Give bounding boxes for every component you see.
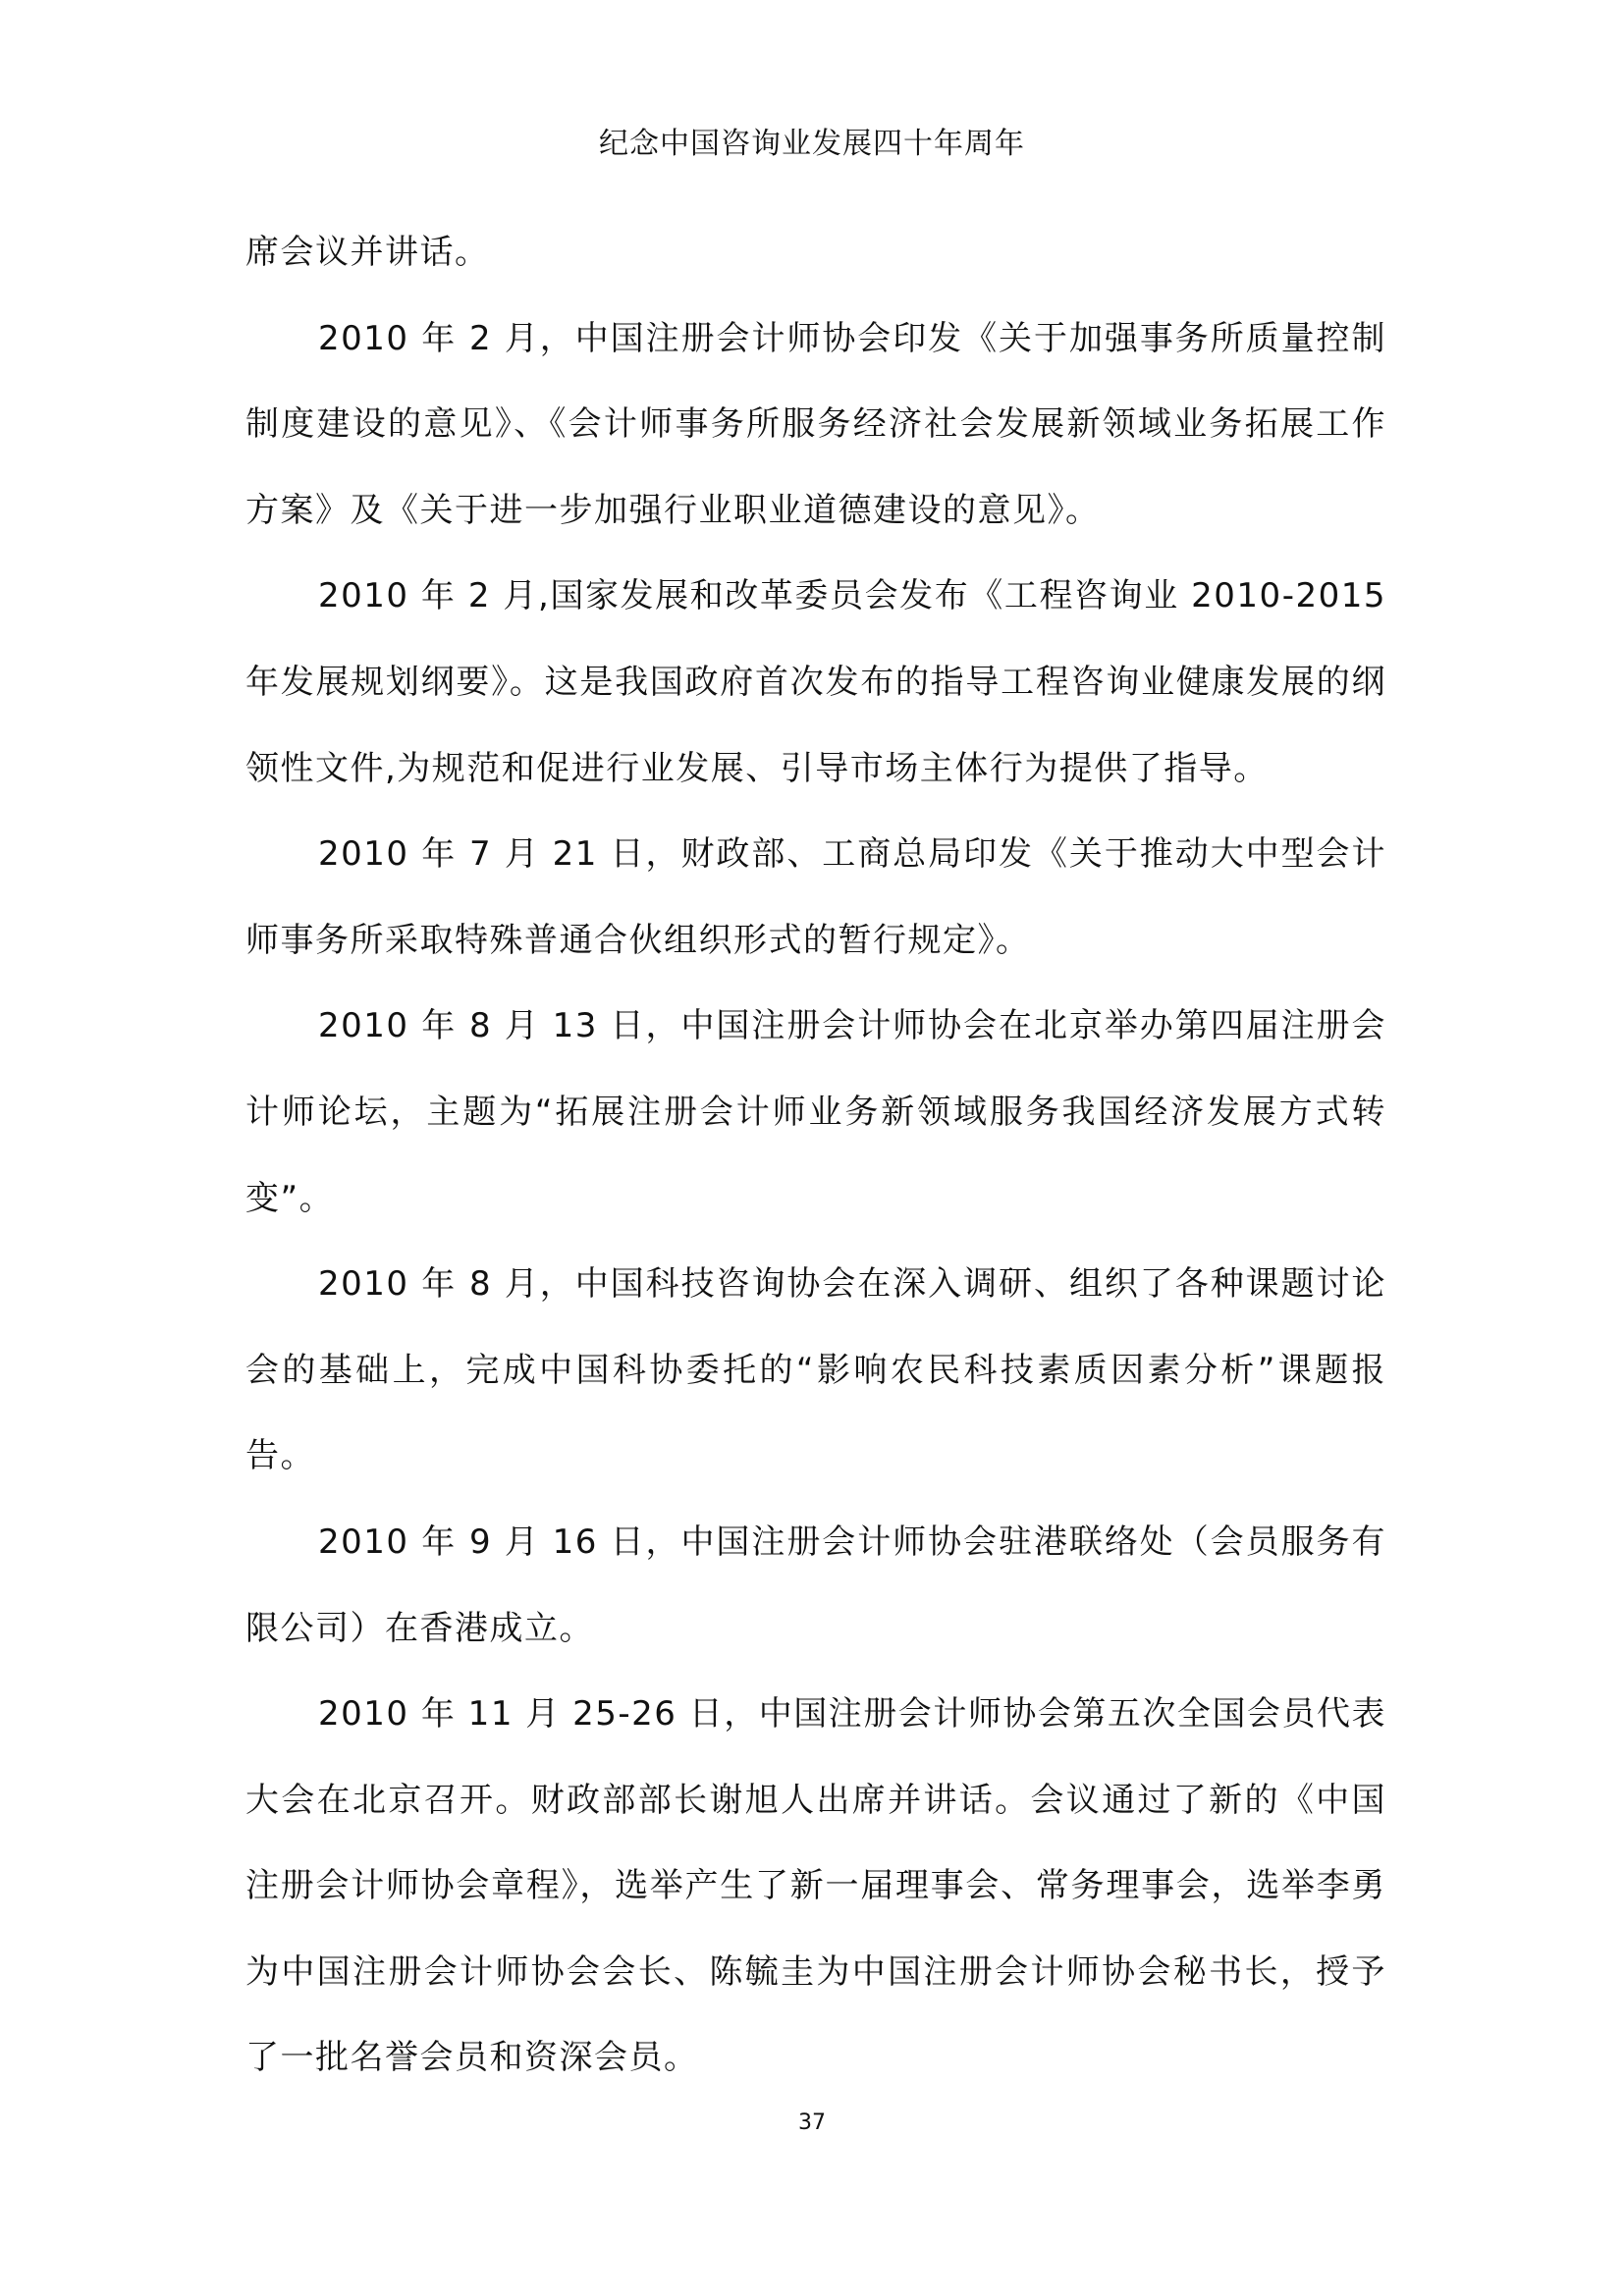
paragraph: 2010 年 8 月 13 日，中国注册会计师协会在北京举办第四届注册会计师论坛，主题为“拓展注册会计师业务新领域服务我国经济发展方式转变”。 xyxy=(245,1006,1386,1218)
paragraph: 2010 年 9 月 16 日，中国注册会计师协会驻港联络处（会员服务有限公司）在香港成立。 xyxy=(245,1522,1386,1648)
paragraph: 2010 年 11 月 25-26 日，中国注册会计师协会第五次全国会员代表大会在北京召开。财政部部长谢旭人出席并讲话。会议通过了新的《中国注册会计师协会章程》，选举产生了新一届理事会、常务理事会，选举李勇为中国注册会计师协会会长、陈毓圭为中国注册会计师协会秘书长，授予了一批名誉会员和资深会员。 xyxy=(245,1694,1386,2078)
body-text xyxy=(245,210,1386,2102)
paragraph: 2010 年 2 月,国家发展和改革委员会发布《工程咨询业 2010-2015 年发展规划纲要》。这是我国政府首次发布的指导工程咨询业健康发展的纲领性文件,为规范和促进行业发展、引导市场主体行为提供了指导。 xyxy=(245,576,1386,788)
paragraph: 2010 年 8 月，中国科技咨询协会在深入调研、组织了各种课题讨论会的基础上，完成中国科协委托的“影响农民科技素质因素分析”课题报告。 xyxy=(245,1264,1386,1476)
running-header: 纪念中国咨询业发展四十年周年 xyxy=(599,127,1025,161)
page-number: 37 xyxy=(798,2110,826,2135)
paragraph: 2010 年 2 月，中国注册会计师协会印发《关于加强事务所质量控制制度建设的意见》、《会计师事务所服务经济社会发展新领域业务拓展工作方案》及《关于进一步加强行业职业道德建设的意见》。 xyxy=(245,318,1386,530)
paragraph-continuation: 席会议并讲话。 xyxy=(245,233,490,272)
paragraph: 2010 年 7 月 21 日，财政部、工商总局印发《关于推动大中型会计师事务所采取特殊普通合伙组织形式的暂行规定》。 xyxy=(245,834,1386,960)
